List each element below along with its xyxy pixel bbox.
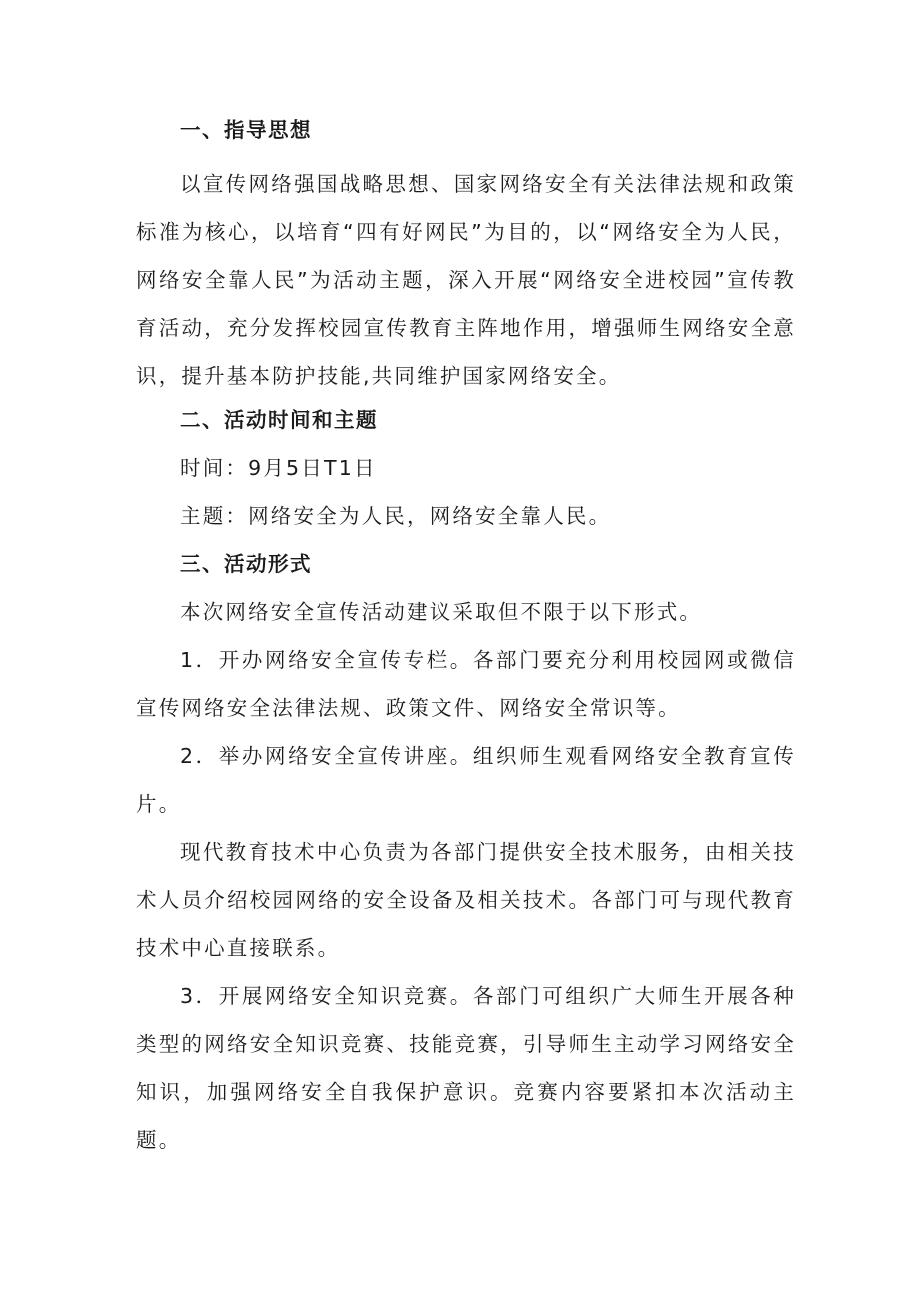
section-heading-form: 三、活动形式 (180, 552, 312, 576)
form-intro: 本次网络安全宣传活动建议采取但不限于以下形式。 (180, 600, 703, 624)
activity-theme: 主题：网络安全为人民，网络安全靠人民。 (180, 504, 612, 528)
guiding-paragraph: 以宣传网络强国战略思想、国家网络安全有关法律法规和政策标准为核心，以培育“四有好网民”为目的，以“网络安全为人民，网络安全靠人民”为活动主题，深入开展“网络安全进校园”宣传教育活动，充分发挥校园宣传教育主阵地作用，增强师生网络安全意识，提升基本防护技能,共同维护国家网络安全。 (136, 172, 796, 388)
tech-center-paragraph: 现代教育技术中心负责为各部门提供安全技术服务，由相关技术人员介绍校园网络的安全设备及相关技术。各部门可与现代教育技术中心直接联系。 (136, 840, 796, 960)
activity-time: 时间：9月5日T1日 (180, 456, 377, 480)
section-heading-time-theme: 二、活动时间和主题 (180, 408, 378, 432)
section-heading-guiding: 一、指导思想 (180, 118, 312, 142)
form-item-3: 3．开展网络安全知识竞赛。各部门可组织广大师生开展各种类型的网络安全知识竞赛、技能竞赛，引导师生主动学习网络安全知识，加强网络安全自我保护意识。竞赛内容要紧扣本次活动主题。 (136, 984, 796, 1152)
form-item-1: 1．开办网络安全宣传专栏。各部门要充分利用校园网或微信宣传网络安全法律法规、政策文件、网络安全常识等。 (136, 648, 796, 720)
form-item-2: 2．举办网络安全宣传讲座。组织师生观看网络安全教育宣传片。 (136, 744, 796, 816)
